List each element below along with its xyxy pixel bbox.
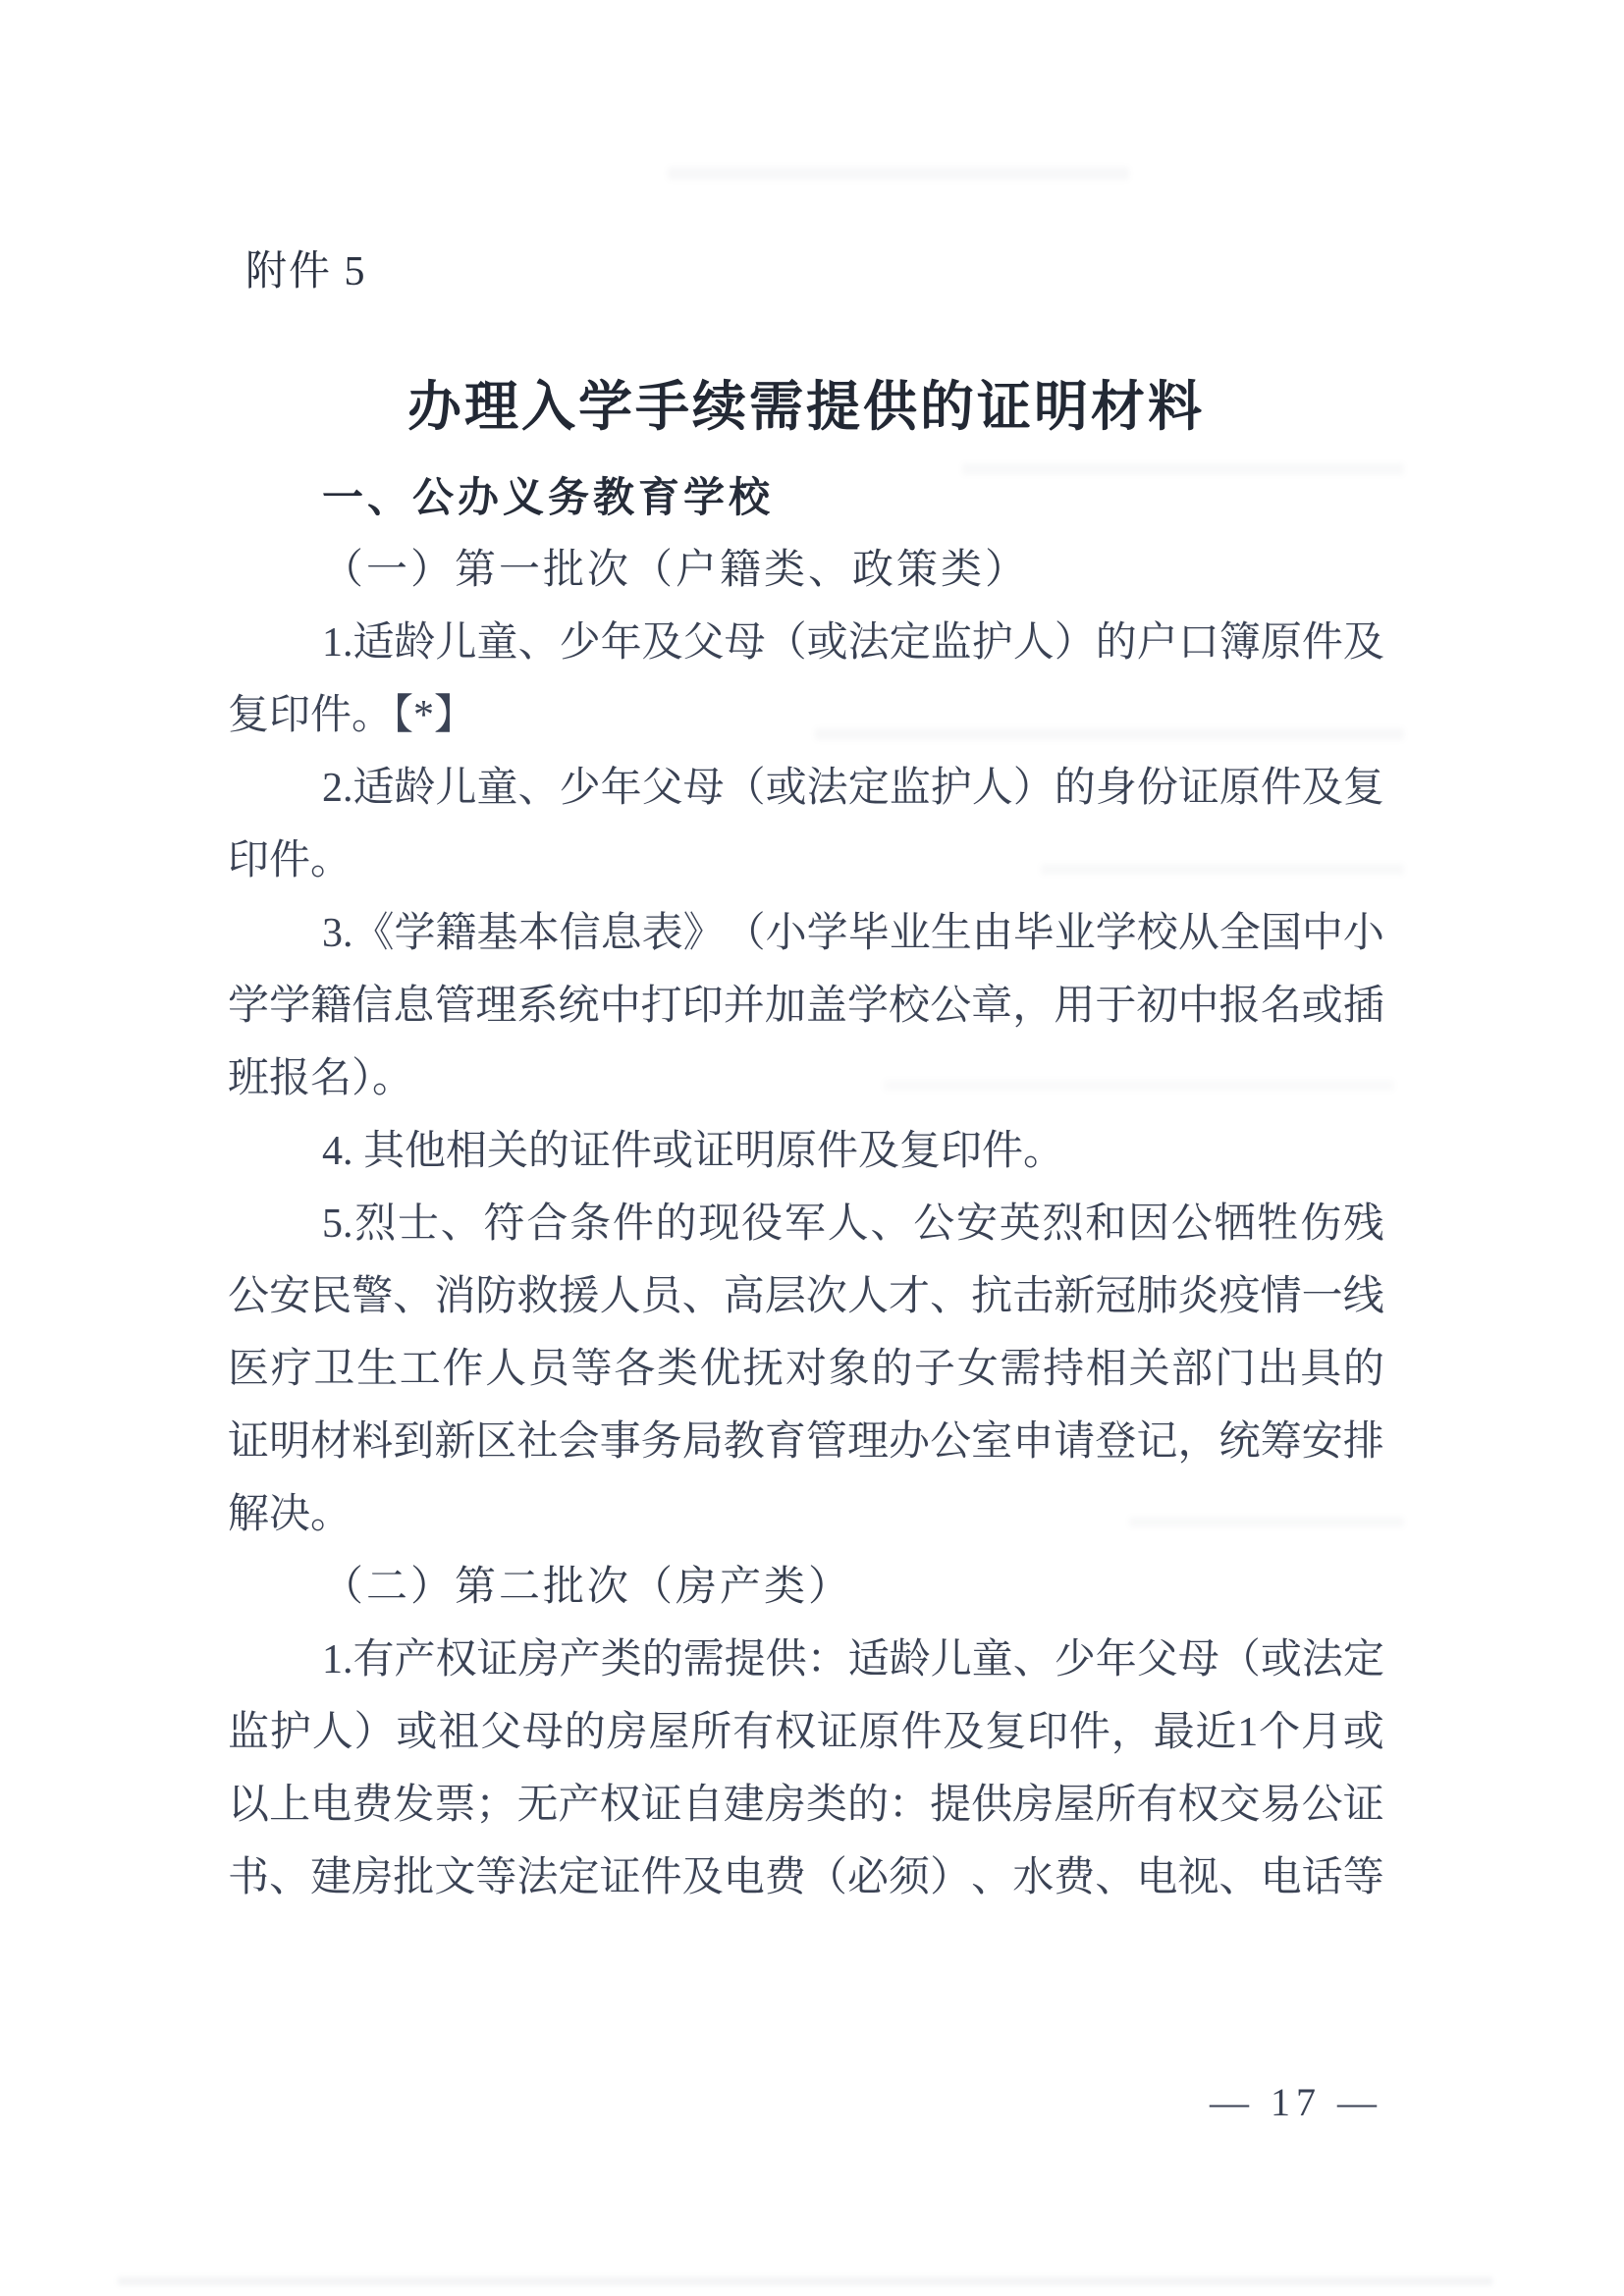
text-line-11: 公 安 民 警 、 消 防 救 援 人 员 、 高 层 次 人 才 、 抗 击 新 冠 肺 炎 疫 情 一 线: [228, 1274, 1384, 1319]
text-line-6: 3. 《 学 籍 基 本 信 息 表 》 （ 小 学 毕 业 生 由 毕 业 学 校 从 全 国 中 小: [322, 911, 1384, 956]
text-line-7: 学 学 籍 信 息 管 理 系 统 中 打 印 并 加 盖 学 校 公 章 ， 用 于 初 中 报 名 或 插: [228, 984, 1384, 1029]
attachment-label: 附件 5: [245, 249, 367, 294]
text-line-18: 以 上 电 费 发 票 ； 无 产 权 证 自 建 房 类 的 ： 提 供 房 屋 所 有 权 交 易 公 证: [228, 1783, 1384, 1828]
text-line-17: 监 护 人 ） 或 祖 父 母 的 房 屋 所 有 权 证 原 件 及 复 印 件 ， 最 近 1 个 月 或: [228, 1710, 1384, 1755]
text-line-15: （二）第二批次（房产类）: [322, 1565, 853, 1610]
text-line-4: 2. 适 龄 儿 童 、 少 年 父 母 （ 或 法 定 监 护 人 ） 的 身 份 证 原 件 及 复: [322, 766, 1384, 811]
text-line-8: 班报名）。: [228, 1056, 414, 1101]
text-line-3: 复印件。【*】: [228, 693, 476, 738]
text-line-5: 印件。: [228, 838, 352, 883]
text-line-10: 5. 烈 士 、 符 合 条 件 的 现 役 军 人 、 公 安 英 烈 和 因 公 牺 牲 伤 残: [322, 1201, 1384, 1247]
text-line-16: 1. 有 产 权 证 房 产 类 的 需 提 供 ： 适 龄 儿 童 、 少 年 父 母 （ 或 法 定: [322, 1637, 1384, 1682]
scan-artifact: [118, 2277, 1492, 2285]
text-line-9: 4. 其他相关的证件或证明原件及复印件。: [322, 1129, 1065, 1174]
text-line-2: 1. 适 龄 儿 童 、 少 年 及 父 母 （ 或 法 定 监 护 人 ） 的 户 口 簿 原 件 及: [322, 620, 1384, 666]
text-line-1: （一）第一批次（户籍类、政策类）: [322, 548, 1030, 593]
document-body: [228, 461, 1384, 1914]
text-line-19: 书 、 建 房 批 文 等 法 定 证 件 及 电 费 （ 必 须 ） 、 水 费 、 电 视 、 电 话 等: [228, 1855, 1384, 1900]
text-line-0: 一、公办义务教育学校: [322, 474, 775, 520]
page-number: — 17 —: [1210, 2080, 1382, 2124]
text-line-14: 解决。: [228, 1492, 352, 1537]
text-line-13: 证 明 材 料 到 新 区 社 会 事 务 局 教 育 管 理 办 公 室 申 请 登 记 ， 统 筹 安 排: [228, 1419, 1384, 1465]
text-line-12: 医 疗 卫 生 工 作 人 员 等 各 类 优 抚 对 象 的 子 女 需 持 相 关 部 门 出 具 的: [228, 1347, 1384, 1392]
scan-artifact: [668, 167, 1129, 180]
document-title: 办理入学手续需提供的证明材料: [406, 377, 1205, 437]
